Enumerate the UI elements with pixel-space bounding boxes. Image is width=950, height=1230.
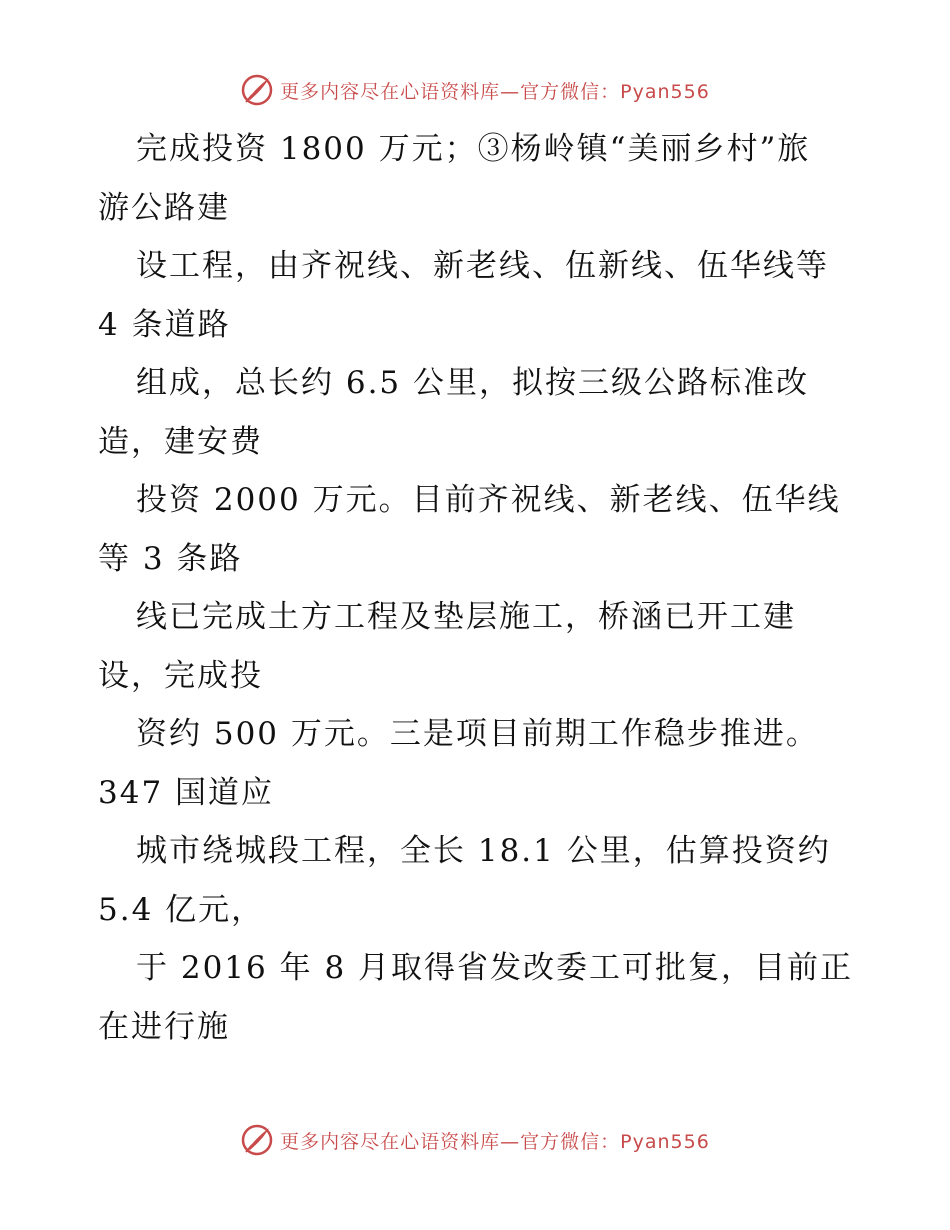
quill-logo-icon <box>240 73 274 107</box>
text-line: 城市绕城段工程，全长 18.1 公里，估算投资约 <box>136 833 831 869</box>
header-banner-text: 更多内容尽在心语资料库—官方微信：Pyan556 <box>280 80 710 103</box>
text-line: 造，建安费 <box>98 423 263 460</box>
text-line: 4 条道路 <box>98 306 231 343</box>
text-line: 在进行施 <box>98 1008 230 1045</box>
text-line: 5.4 亿元， <box>98 891 265 928</box>
text-line: 完成投资 1800 万元；③杨岭镇“美丽乡村”旅 <box>136 131 811 167</box>
text-line: 游公路建 <box>98 189 230 226</box>
text-line: 设，完成投 <box>98 657 263 694</box>
text-line: 投资 2000 万元。目前齐祝线、新老线、伍华线 <box>136 482 841 518</box>
text-line: 资约 500 万元。三是项目前期工作稳步推进。 <box>136 716 819 752</box>
text-line: 于 2016 年 8 月取得省发改委工可批复，目前正 <box>136 950 854 986</box>
text-line: 组成，总长约 6.5 公里，拟按三级公路标准改 <box>136 365 810 401</box>
text-line: 设工程，由齐祝线、新老线、伍新线、伍华线等 <box>136 248 829 284</box>
document-body <box>98 120 858 1056</box>
footer-banner-text: 更多内容尽在心语资料库—官方微信：Pyan556 <box>280 1130 710 1153</box>
footer-banner <box>0 1120 950 1160</box>
text-line: 347 国道应 <box>98 774 275 811</box>
header-banner <box>0 70 950 110</box>
quill-logo-icon <box>240 1123 274 1157</box>
text-line: 等 3 条路 <box>98 540 243 577</box>
text-line: 线已完成土方工程及垫层施工，桥涵已开工建 <box>136 599 796 635</box>
